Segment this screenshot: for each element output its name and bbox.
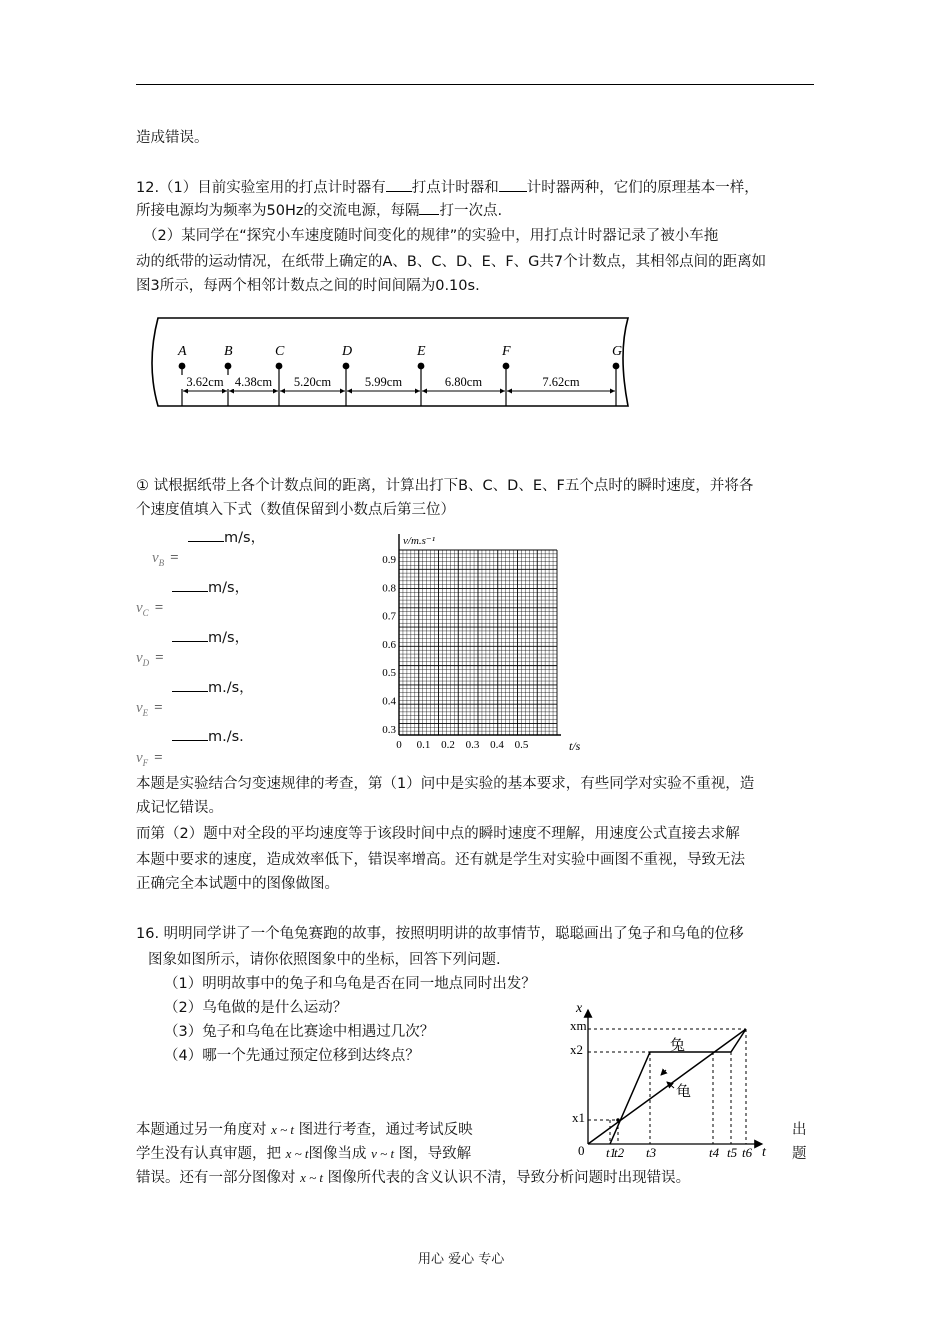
xm-label: xm (570, 1018, 587, 1033)
q16-analysis-ti: 题 (792, 1146, 807, 1162)
blank-2[interactable] (499, 177, 527, 192)
velocity-blank-E[interactable] (172, 677, 208, 692)
velocity-label-F: $v_F$ = (136, 750, 163, 768)
q12-line2 (136, 200, 502, 221)
velocity-blank-F[interactable] (172, 726, 208, 741)
race-position-chart (566, 1000, 772, 1160)
footer: 用心 爱心 专心 (418, 1252, 505, 1267)
grid-xtick: 0.5 (514, 739, 529, 751)
velocity-label-C: $v_C$ = (136, 600, 164, 618)
t-label-5: t5 (727, 1145, 738, 1160)
q16-analysis-line1: 本题通过另一角度对 x ~ t 图进行考查，通过考试反映 (136, 1122, 473, 1138)
analysis12-line1: 本题是实验结合匀变速规律的考查，第（1）问中是实验的基本要求，有些同学对实验不重视，造 (136, 776, 755, 792)
grid-xtick: 0 (396, 739, 402, 751)
x1-label: x1 (572, 1110, 585, 1125)
q12-text-c: 计时器两种，它们的原理基本一样， (526, 180, 759, 196)
q12-line5: 图3所示，每两个相邻计数点之间的时间间隔为0.10s. (136, 278, 480, 294)
tape-marks (177, 344, 622, 406)
grid-ytick: 0.4 (382, 695, 396, 708)
tape-point-G: G (612, 344, 623, 359)
x-axis-label: t (762, 1145, 766, 1160)
grid-ytick: 0.7 (382, 610, 396, 623)
grid-ytick: 0.5 (382, 667, 396, 680)
t-label-3: t3 (646, 1145, 657, 1160)
velocity-blank-B[interactable] (188, 527, 224, 542)
turtle-line (588, 1029, 746, 1144)
t-label-1: t1 (606, 1145, 617, 1160)
q12-text-d: 所接电源均为频率为50Hz的交流电源，每隔 (136, 203, 420, 219)
grid-ytick: 0.9 (382, 554, 396, 566)
q16-intro2: 图象如图所示，请你依照图象中的坐标，回答下列问题. (148, 952, 501, 968)
tape-distance: 6.80cm (444, 375, 483, 389)
analysis12-line3: 而第（2）题中对全段的平均速度等于该段时间中点的瞬时速度不理解，用速度公式直接去求解 (136, 826, 740, 842)
t-label-6: t6 (742, 1145, 753, 1160)
grid-ytick: 0.3 (382, 723, 396, 736)
q16-analysis-line2: 学生没有认真审题，把 x ~ t图像当成 v ~ t 图，导致解 (136, 1146, 472, 1162)
grid-lines (399, 534, 561, 735)
grid-xtick: 0.3 (465, 739, 480, 751)
grid-ytick: 0.8 (382, 582, 396, 595)
velocity-answer-E: m./s， (172, 676, 254, 697)
q12-line1 (136, 177, 759, 198)
grid-ytick: 0.6 (382, 638, 396, 651)
q16-item3: （3）兔子和乌龟在比赛途中相遇过几次？ (164, 1024, 435, 1040)
turtle-label: 龟 (676, 1084, 692, 1100)
t-label-2: t2 (614, 1145, 625, 1160)
tape-dot-D (343, 363, 350, 370)
velocity-blank-C[interactable] (172, 577, 208, 592)
q12-text-e: 打一次点. (439, 203, 503, 219)
tape-dot-C (276, 363, 283, 370)
q16-analysis-line3: 错误。还有一部分图像对 x ~ t 图像所代表的含义认识不清，导致分析问题时出现错误。 (136, 1170, 691, 1186)
x2-label: x2 (570, 1042, 583, 1057)
velocity-label-E: $v_E$ = (136, 700, 163, 718)
grid-labels (382, 535, 580, 753)
velocity-answer-F: m./s. (172, 726, 244, 745)
tape-point-E: E (417, 344, 426, 359)
blank-3[interactable] (419, 200, 439, 215)
q12-text-a: 12.（1）目前实验室用的打点计时器有 (136, 180, 386, 196)
tape-distance: 4.38cm (234, 375, 273, 389)
tape-point-D: D (342, 344, 353, 359)
tape-distance: 3.62cm (186, 375, 224, 389)
velocity-answer-C: m/s， (172, 576, 249, 597)
tape-point-B: B (224, 344, 233, 359)
xt-math: x ~ t (271, 1122, 295, 1137)
q16-analysis-chu: 出 (792, 1122, 807, 1138)
tape-dot-B (225, 363, 232, 370)
q12-sub1: ① 试根据纸带上各个计数点间的距离，计算出打下B、C、D、E、F五个点时的瞬时速度，并将各 (136, 478, 754, 494)
grid-ylabel: v/m.s⁻¹ (403, 535, 436, 547)
origin-label: 0 (578, 1143, 585, 1158)
y-axis-label: x (576, 1001, 583, 1016)
grid-xtick: 0.2 (441, 739, 455, 751)
velocity-answer-B: m/s， (188, 526, 265, 547)
top-text: 造成错误。 (136, 130, 209, 146)
velocity-blank-D[interactable] (172, 627, 208, 642)
tape-point-C: C (275, 344, 285, 359)
q12-text-b: 打点计时器和 (411, 180, 499, 196)
tape-dot-G (613, 363, 620, 370)
tape-distance: 5.99cm (364, 375, 403, 389)
q16-intro1: 16. 明明同学讲了一个龟兔赛跑的故事，按照明明讲的故事情节，聪聪画出了兔子和乌龟的位移 (136, 926, 744, 942)
meet-point-1 (616, 1118, 620, 1122)
grid-xlabel: t/s (569, 739, 581, 753)
analysis12-line2: 成记忆错误。 (136, 800, 223, 816)
paper-tape-figure (148, 314, 638, 414)
tape-dot-A (179, 363, 186, 370)
tape-point-A: A (178, 344, 187, 359)
analysis12-line4: 本题中要求的速度，造成效率低下，错误率增高。还有就是学生对实验中画图不重视，导致无法 (136, 852, 745, 868)
tape-dot-E (418, 363, 425, 370)
vt-math: v ~ t (371, 1146, 395, 1161)
analysis12-line5: 正确完全本试题中的图像做图。 (136, 876, 339, 892)
rabbit-label: 兔 (670, 1038, 686, 1054)
q16-item1: （1）明明故事中的兔子和乌龟是否在同一地点同时出发？ (164, 976, 536, 992)
tape-distance: 7.62cm (542, 375, 580, 389)
velocity-label-D: $v_D$ = (136, 650, 164, 668)
q16-item4: （4）哪一个先通过预定位移到达终点？ (164, 1048, 420, 1064)
q12-line3: （2）某同学在“探究小车速度随时间变化的规律”的实验中，用打点计时器记录了被小车拖 (143, 228, 719, 244)
q12-sub2: 个速度值填入下式（数值保留到小数点后第三位） (136, 502, 455, 518)
tape-distance: 5.20cm (293, 375, 332, 389)
blank-1[interactable] (386, 177, 412, 192)
tape-point-F: F (502, 344, 511, 359)
q16-item2: （2）乌龟做的是什么运动？ (164, 1000, 348, 1016)
q12-line4: 动的纸带的运动情况，在纸带上确定的A、B、C、D、E、F、G共7个计数点，其相邻点间的距离如 (136, 254, 767, 270)
velocity-grid-chart (372, 530, 581, 755)
t-label-4: t4 (709, 1145, 720, 1160)
velocity-answer-D: m/s， (172, 626, 249, 647)
velocity-label-B: $v_B$ = (152, 550, 179, 568)
tape-dot-F (503, 363, 510, 370)
grid-xtick: 0.4 (490, 739, 504, 751)
grid-xtick: 0.1 (416, 739, 431, 751)
t-axis-labels (606, 1145, 753, 1160)
header-rule (136, 84, 814, 85)
